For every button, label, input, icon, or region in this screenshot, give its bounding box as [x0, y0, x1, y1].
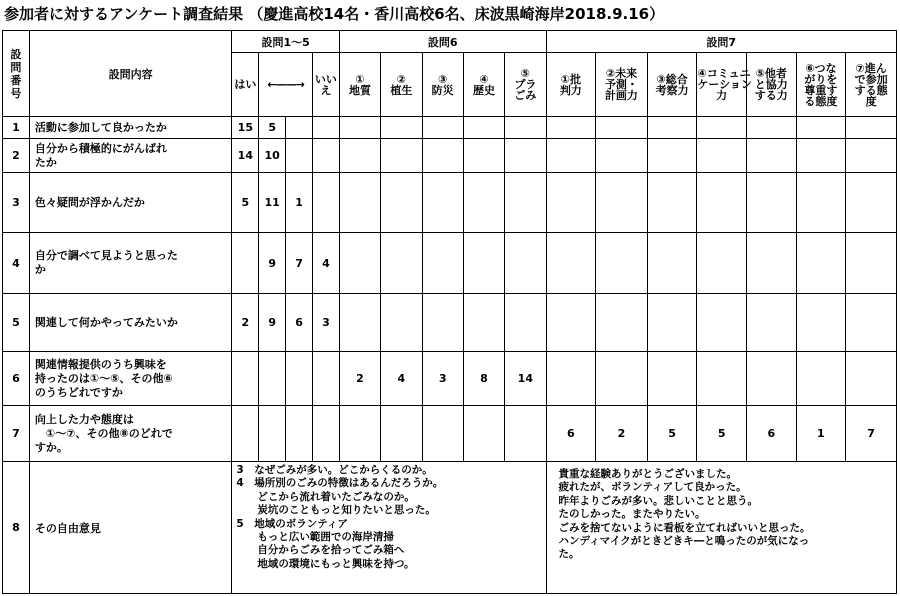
row-number: 8 — [3, 462, 30, 594]
header-group-7: 設問7 — [546, 31, 896, 53]
header-q7-option: ⑦進ん で参加 する態 度 — [846, 53, 897, 117]
q7-value — [647, 117, 697, 139]
survey-table — [2, 30, 897, 594]
header-q6-option: ① 地質 — [339, 53, 380, 117]
q6-value — [505, 173, 546, 233]
q6-value — [422, 294, 463, 352]
table-row — [3, 117, 897, 139]
row-number: 2 — [3, 139, 30, 173]
header-question-number: 設 問 番 号 — [3, 31, 30, 117]
table-row — [3, 462, 897, 594]
header-group-6: 設問6 — [339, 31, 546, 53]
q1-5-value — [312, 117, 339, 139]
q7-value — [796, 294, 846, 352]
q1-5-value — [312, 139, 339, 173]
q1-5-value: 9 — [259, 294, 286, 352]
q6-value: 3 — [422, 352, 463, 406]
free-opinion-right: 貴重な経験ありがとうございました。 疲れたが、ボランティアして良かった。 昨年よりごみが多い。悲しいことと思う。 たのしかった。またやりたい。 ごみを捨てないように看板を立てればいいと思った。 ハンディマイクがときどきキ―と鳴ったのが気になっ た。 — [546, 462, 896, 594]
q7-value — [846, 173, 897, 233]
row-number: 4 — [3, 233, 30, 294]
header-q6-option: ③ 防災 — [422, 53, 463, 117]
q7-value — [546, 173, 596, 233]
q1-5-value — [232, 406, 259, 462]
q1-5-value: 7 — [286, 233, 313, 294]
header-no: いい え — [312, 53, 339, 117]
q7-value — [697, 139, 747, 173]
q6-value — [381, 294, 422, 352]
q6-value — [422, 233, 463, 294]
q7-value — [596, 173, 648, 233]
q7-value — [796, 173, 846, 233]
q7-value — [546, 294, 596, 352]
q6-value: 8 — [463, 352, 504, 406]
header-q7-option: ③総合 考察力 — [647, 53, 697, 117]
q7-value — [746, 233, 796, 294]
q6-value — [463, 294, 504, 352]
q6-value — [505, 117, 546, 139]
q1-5-value — [286, 406, 313, 462]
q7-value — [846, 352, 897, 406]
q6-value — [339, 117, 380, 139]
q1-5-value: 5 — [259, 117, 286, 139]
q1-5-value — [286, 139, 313, 173]
q6-value — [339, 173, 380, 233]
q6-value — [339, 233, 380, 294]
q6-value — [422, 139, 463, 173]
q7-value — [746, 352, 796, 406]
q1-5-value — [312, 173, 339, 233]
q6-value — [422, 406, 463, 462]
free-opinion-left: 3 なぜごみが多い。どこからくるのか。 4 場所別のごみの特徴はあるんだろうか。 どこから流れ着いたごみなのか。 炭坑のこともっと知りたいと思った。 5 地域のボランティア もっと広い範囲での海岸清掃 自分からごみを拾ってごみ箱へ 地域の環境にもっと興味を持つ。 — [232, 462, 546, 594]
q7-value — [746, 173, 796, 233]
q6-value: 4 — [381, 352, 422, 406]
q6-value — [381, 173, 422, 233]
q7-value — [647, 233, 697, 294]
q7-value — [647, 352, 697, 406]
q7-value — [596, 233, 648, 294]
q7-value — [596, 117, 648, 139]
q7-value: 1 — [796, 406, 846, 462]
row-number: 6 — [3, 352, 30, 406]
header-q7-option: ⑤他者 と協力 する力 — [746, 53, 796, 117]
q1-5-value — [232, 233, 259, 294]
header-group-1-5: 設問1～5 — [232, 31, 339, 53]
q7-value — [647, 173, 697, 233]
table-row — [3, 233, 897, 294]
q7-value: 6 — [546, 406, 596, 462]
q6-value — [339, 139, 380, 173]
row-question: 向上した力や態度は ①～⑦、その他⑧のどれで すか。 — [29, 406, 232, 462]
q1-5-value — [312, 406, 339, 462]
q6-value — [422, 173, 463, 233]
row-question: 自分から積極的にがんばれ たか — [29, 139, 232, 173]
q6-value: 14 — [505, 352, 546, 406]
q7-value: 5 — [647, 406, 697, 462]
q7-value — [697, 117, 747, 139]
q1-5-value: 3 — [312, 294, 339, 352]
q6-value — [463, 139, 504, 173]
q7-value — [596, 139, 648, 173]
q7-value: 7 — [846, 406, 897, 462]
row-number: 5 — [3, 294, 30, 352]
q6-value — [463, 173, 504, 233]
q6-value — [463, 406, 504, 462]
header-question-content: 設問内容 — [29, 31, 232, 117]
q6-value — [505, 233, 546, 294]
q6-value — [463, 233, 504, 294]
row-question: 活動に参加して良かったか — [29, 117, 232, 139]
header-q7-option: ①批 判力 — [546, 53, 596, 117]
q6-value — [339, 406, 380, 462]
q6-value: 2 — [339, 352, 380, 406]
q6-value — [381, 139, 422, 173]
q1-5-value — [286, 352, 313, 406]
q7-value — [746, 294, 796, 352]
header-q6-option: ② 植生 — [381, 53, 422, 117]
q1-5-value: 10 — [259, 139, 286, 173]
row-number: 7 — [3, 406, 30, 462]
q7-value — [796, 117, 846, 139]
q7-value — [746, 139, 796, 173]
q6-value — [422, 117, 463, 139]
q7-value — [746, 117, 796, 139]
header-q6-option: ④ 歴史 — [463, 53, 504, 117]
header-q7-option: ⑥つな がりを 尊重す る態度 — [796, 53, 846, 117]
q6-value — [381, 233, 422, 294]
q7-value — [697, 352, 747, 406]
q7-value — [846, 233, 897, 294]
q7-value — [697, 294, 747, 352]
header-q7-option: ②未来 予測・ 計画力 — [596, 53, 648, 117]
q7-value — [697, 233, 747, 294]
header-q7-option: ④コミュニ ケーション 力 — [697, 53, 747, 117]
q7-value — [647, 294, 697, 352]
row-question: 関連して何かやってみたいか — [29, 294, 232, 352]
table-row — [3, 139, 897, 173]
q1-5-value — [312, 352, 339, 406]
q6-value — [339, 294, 380, 352]
q7-value: 5 — [697, 406, 747, 462]
q6-value — [505, 139, 546, 173]
q7-value — [546, 352, 596, 406]
q6-value — [381, 117, 422, 139]
q6-value — [381, 406, 422, 462]
row-question: その自由意見 — [29, 462, 232, 594]
table-row — [3, 406, 897, 462]
table-row — [3, 352, 897, 406]
row-question: 自分で調べて見ようと思った か — [29, 233, 232, 294]
row-number: 1 — [3, 117, 30, 139]
q1-5-value: 14 — [232, 139, 259, 173]
header-yes: はい — [232, 53, 259, 117]
q1-5-value: 5 — [232, 173, 259, 233]
table-row — [3, 294, 897, 352]
q1-5-value: 6 — [286, 294, 313, 352]
table-row — [3, 173, 897, 233]
q7-value — [546, 117, 596, 139]
q7-value — [546, 139, 596, 173]
q1-5-value — [286, 117, 313, 139]
q6-value — [463, 117, 504, 139]
q7-value: 2 — [596, 406, 648, 462]
q7-value — [846, 117, 897, 139]
q7-value — [846, 294, 897, 352]
header-q6-option: ⑤ プラ ごみ — [505, 53, 546, 117]
q7-value — [796, 139, 846, 173]
q1-5-value: 1 — [286, 173, 313, 233]
q1-5-value — [259, 406, 286, 462]
q7-value — [596, 352, 648, 406]
q6-value — [505, 294, 546, 352]
q1-5-value — [232, 352, 259, 406]
q7-value — [546, 233, 596, 294]
row-question: 関連情報提供のうち興味を 持ったのは①～⑤、その他⑥ のうちどれですか — [29, 352, 232, 406]
row-question: 色々疑問が浮かんだか — [29, 173, 232, 233]
q1-5-value: 9 — [259, 233, 286, 294]
q1-5-value: 2 — [232, 294, 259, 352]
q7-value — [846, 139, 897, 173]
q1-5-value: 11 — [259, 173, 286, 233]
q1-5-value — [259, 352, 286, 406]
q1-5-value: 4 — [312, 233, 339, 294]
q1-5-value: 15 — [232, 117, 259, 139]
q7-value — [647, 139, 697, 173]
q7-value — [796, 233, 846, 294]
page-title: 参加者に対するアンケート調査結果 （慶進高校14名・香川高校6名、床波黒崎海岸2018.9.16） — [4, 5, 665, 23]
q7-value — [697, 173, 747, 233]
q7-value: 6 — [746, 406, 796, 462]
row-number: 3 — [3, 173, 30, 233]
q6-value — [505, 406, 546, 462]
header-scale-arrow: ←——→ — [259, 53, 313, 117]
q7-value — [796, 352, 846, 406]
q7-value — [596, 294, 648, 352]
